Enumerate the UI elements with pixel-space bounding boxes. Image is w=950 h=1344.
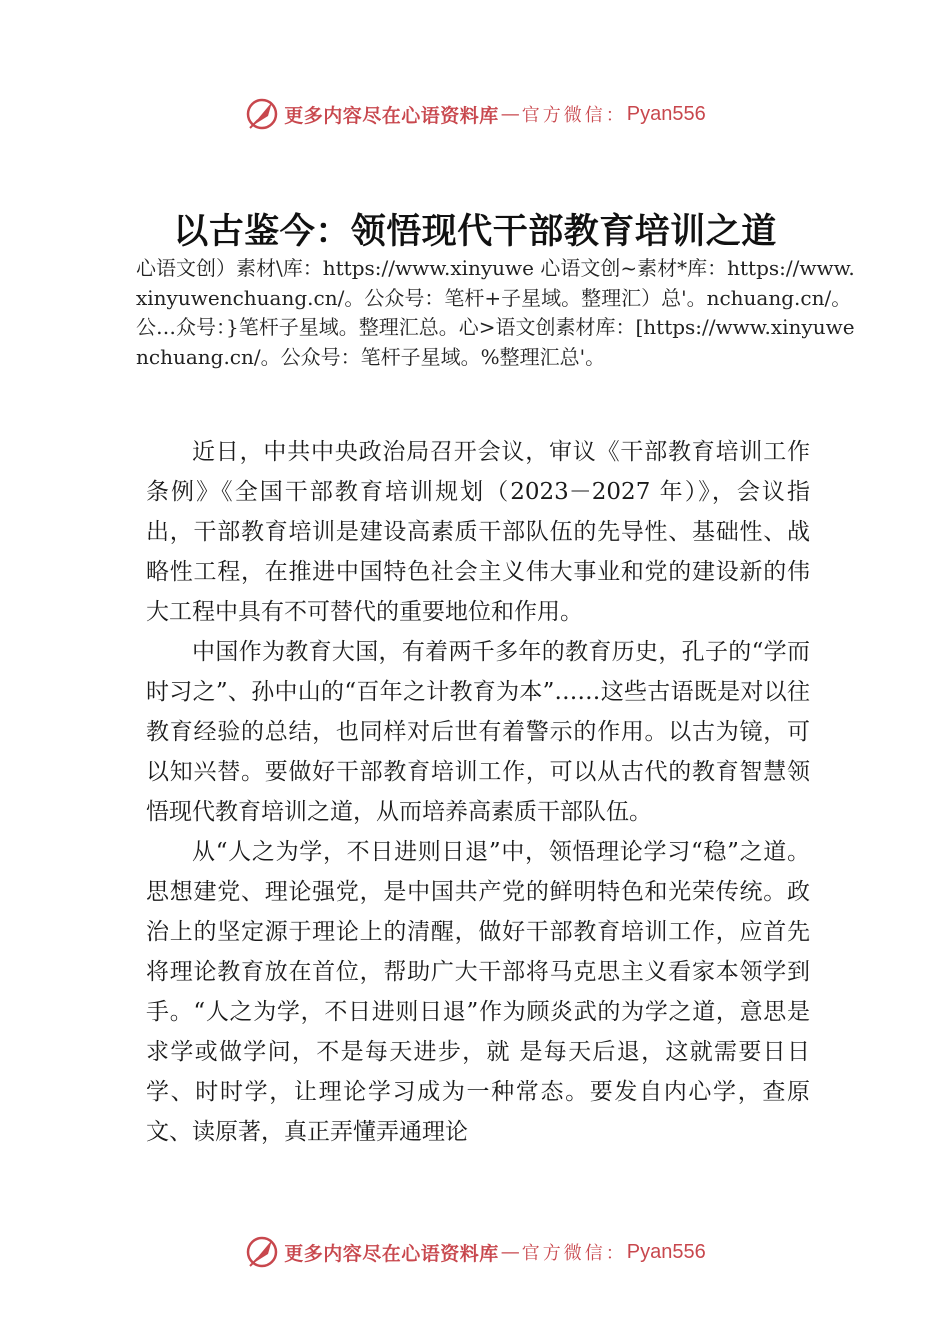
- banner-text: 更多内容尽在心语资料库: [284, 104, 499, 127]
- page-title: 以古鉴今：领悟现代干部教育培训之道: [173, 211, 777, 252]
- paragraph-1: 近日，中共中央政治局召开会议，审议《干部教育培训工作条例》《全国干部教育培训规划（2023－2027 年）》，会议指出，干部教育培训是建设高素质干部队伍的先导性、基础性、战略性工程，在推进中国特色社会主义伟大事业和党的建设新的伟大工程中具有不可替代的重要地位和作用。: [146, 439, 810, 625]
- paragraph-3: 从“人之为学，不日进则日退”中，领悟理论学习“稳”之道。思想建党、理论强党，是中国共产党的鲜明特色和光荣传统。政治上的坚定源于理论上的清醒，做好干部教育培训工作，应首先将理论教育放在首位，帮助广大干部将马克思主义看家本领学到手。“人之为学，不日进则日退”作为顾炎武的为学之道，意思是求学或做学问，不是每天进步，就 是每天后退，这就需要日日学、时时学，让理论学习成为一种常态。要发自内心学，查原文、读原著，真正弄懂弄通理论: [146, 839, 810, 1145]
- banner-wechat-id: Pyan556: [626, 1240, 706, 1263]
- banner-wechat-label: 官方微信：: [521, 105, 627, 126]
- quill-logo-icon: [244, 1234, 280, 1270]
- banner-dash: —: [500, 1241, 520, 1263]
- banner-wechat-label: 官方微信：: [521, 1243, 627, 1264]
- banner-text: 更多内容尽在心语资料库: [284, 1242, 499, 1265]
- paragraph-2: 中国作为教育大国，有着两千多年的教育历史，孔子的“学而时习之”、孙中山的“百年之计教育为本”……这些古语既是对以往教育经验的总结，也同样对后世有着警示的作用。以古为镜，可以知兴替。要做好干部教育培训工作，可以从古代的教育智慧领悟现代教育培训之道，从而培养高素质干部队伍。: [146, 639, 810, 825]
- banner-wechat-id: Pyan556: [626, 102, 706, 125]
- article-body: [146, 432, 810, 1152]
- quill-logo-icon: [244, 96, 280, 132]
- header-banner: [0, 94, 950, 134]
- footer-banner: [0, 1232, 950, 1272]
- banner-dash: —: [500, 103, 520, 125]
- source-note: 心语文创）素材\库：https://www.xinyuwe 心语文创~素材*库：https://www.xinyuwenchuang.cn/。公众号：笔杆+子星域。整理汇）总'。nchuang.cn/。公…众号：}笔杆子星域。整理汇总。心>语文创素材库：[https://www.xinyuwenchuang.cn/。公众号：笔杆子星域。%整理汇总'。: [136, 256, 855, 369]
